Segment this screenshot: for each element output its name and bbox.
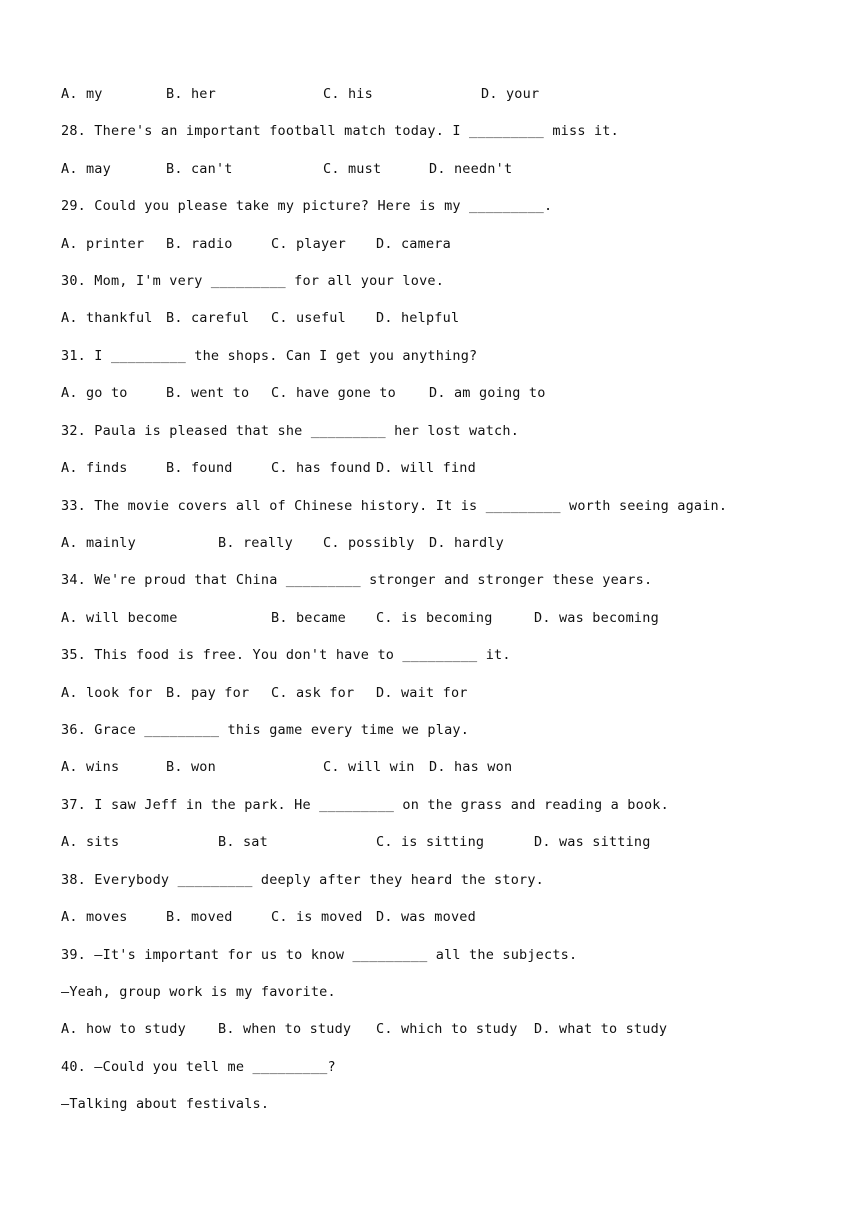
q28-option-c: C. must [323, 161, 382, 177]
q39-option-a: A. how to study [61, 1021, 186, 1037]
q28-option-d: D. needn't [429, 161, 513, 177]
q32-options [61, 459, 821, 477]
q31-option-a: A. go to [61, 385, 128, 401]
q32-option-b: B. found [166, 460, 233, 476]
q39-stem: 39. —It's important for us to know _________ all the subjects. [61, 947, 578, 963]
q30-option-d: D. helpful [376, 310, 460, 326]
q38-option-d: D. was moved [376, 909, 476, 925]
q38-option-c: C. is moved [271, 909, 363, 925]
q28-options [61, 160, 821, 178]
q27-option-c: C. his [323, 86, 373, 102]
q33-option-c: C. possibly [323, 535, 415, 551]
q30-option-a: A. thankful [61, 310, 153, 326]
q28-option-b: B. can't [166, 161, 233, 177]
q35-option-a: A. look for [61, 685, 153, 701]
q37-options [61, 833, 821, 851]
q33-stem: 33. The movie covers all of Chinese history. It is _________ worth seeing again. [61, 498, 728, 514]
q36-option-a: A. wins [61, 759, 120, 775]
q31-stem: 31. I _________ the shops. Can I get you anything? [61, 348, 478, 364]
q36-stem: 36. Grace _________ this game every time we play. [61, 722, 470, 738]
q34-stem: 34. We're proud that China _________ stronger and stronger these years. [61, 572, 653, 588]
q33-option-a: A. mainly [61, 535, 136, 551]
q29-option-c: C. player [271, 236, 346, 252]
q38-stem: 38. Everybody _________ deeply after they heard the story. [61, 872, 545, 888]
q38-option-b: B. moved [166, 909, 233, 925]
q30-option-c: C. useful [271, 310, 346, 326]
q35-stem: 35. This food is free. You don't have to _________ it. [61, 647, 511, 663]
q34-options [61, 609, 821, 627]
q39-options [61, 1020, 821, 1038]
q36-options [61, 758, 821, 776]
q28-stem: 28. There's an important football match today. I _________ miss it. [61, 123, 619, 139]
q32-option-c: C. has found [271, 460, 371, 476]
q33-option-b: B. really [218, 535, 293, 551]
q31-option-d: D. am going to [429, 385, 546, 401]
q34-option-b: B. became [271, 610, 346, 626]
q27-options [61, 85, 821, 103]
q35-option-c: C. ask for [271, 685, 355, 701]
q36-option-c: C. will win [323, 759, 415, 775]
q27-option-d: D. your [481, 86, 540, 102]
q37-stem: 37. I saw Jeff in the park. He _________ on the grass and reading a book. [61, 797, 669, 813]
q35-option-d: D. wait for [376, 685, 468, 701]
q31-option-c: C. have gone to [271, 385, 396, 401]
q40-reply: —Talking about festivals. [61, 1096, 270, 1112]
q29-option-d: D. camera [376, 236, 451, 252]
q31-option-b: B. went to [166, 385, 250, 401]
q29-stem: 29. Could you please take my picture? Here is my _________. [61, 198, 553, 214]
q35-options [61, 684, 821, 702]
q34-option-a: A. will become [61, 610, 178, 626]
q27-option-a: A. my [61, 86, 103, 102]
q37-option-a: A. sits [61, 834, 120, 850]
q39-reply: —Yeah, group work is my favorite. [61, 984, 336, 1000]
q32-option-d: D. will find [376, 460, 476, 476]
q40-stem: 40. —Could you tell me _________? [61, 1059, 336, 1075]
q30-option-b: B. careful [166, 310, 250, 326]
q29-option-b: B. radio [166, 236, 233, 252]
q38-option-a: A. moves [61, 909, 128, 925]
q34-option-d: D. was becoming [534, 610, 659, 626]
q33-options [61, 534, 821, 552]
q31-options [61, 384, 821, 402]
q30-options [61, 309, 821, 327]
q30-stem: 30. Mom, I'm very _________ for all your love. [61, 273, 445, 289]
q36-option-b: B. won [166, 759, 216, 775]
q37-option-c: C. is sitting [376, 834, 485, 850]
q27-option-b: B. her [166, 86, 216, 102]
q28-option-a: A. may [61, 161, 111, 177]
q34-option-c: C. is becoming [376, 610, 493, 626]
q33-option-d: D. hardly [429, 535, 504, 551]
q39-option-b: B. when to study [218, 1021, 352, 1037]
q38-options [61, 908, 821, 926]
q39-option-d: D. what to study [534, 1021, 668, 1037]
q32-option-a: A. finds [61, 460, 128, 476]
q29-options [61, 235, 821, 253]
q37-option-b: B. sat [218, 834, 268, 850]
q29-option-a: A. printer [61, 236, 145, 252]
q32-stem: 32. Paula is pleased that she _________ her lost watch. [61, 423, 520, 439]
q35-option-b: B. pay for [166, 685, 250, 701]
q37-option-d: D. was sitting [534, 834, 651, 850]
q39-option-c: C. which to study [376, 1021, 518, 1037]
q36-option-d: D. has won [429, 759, 513, 775]
